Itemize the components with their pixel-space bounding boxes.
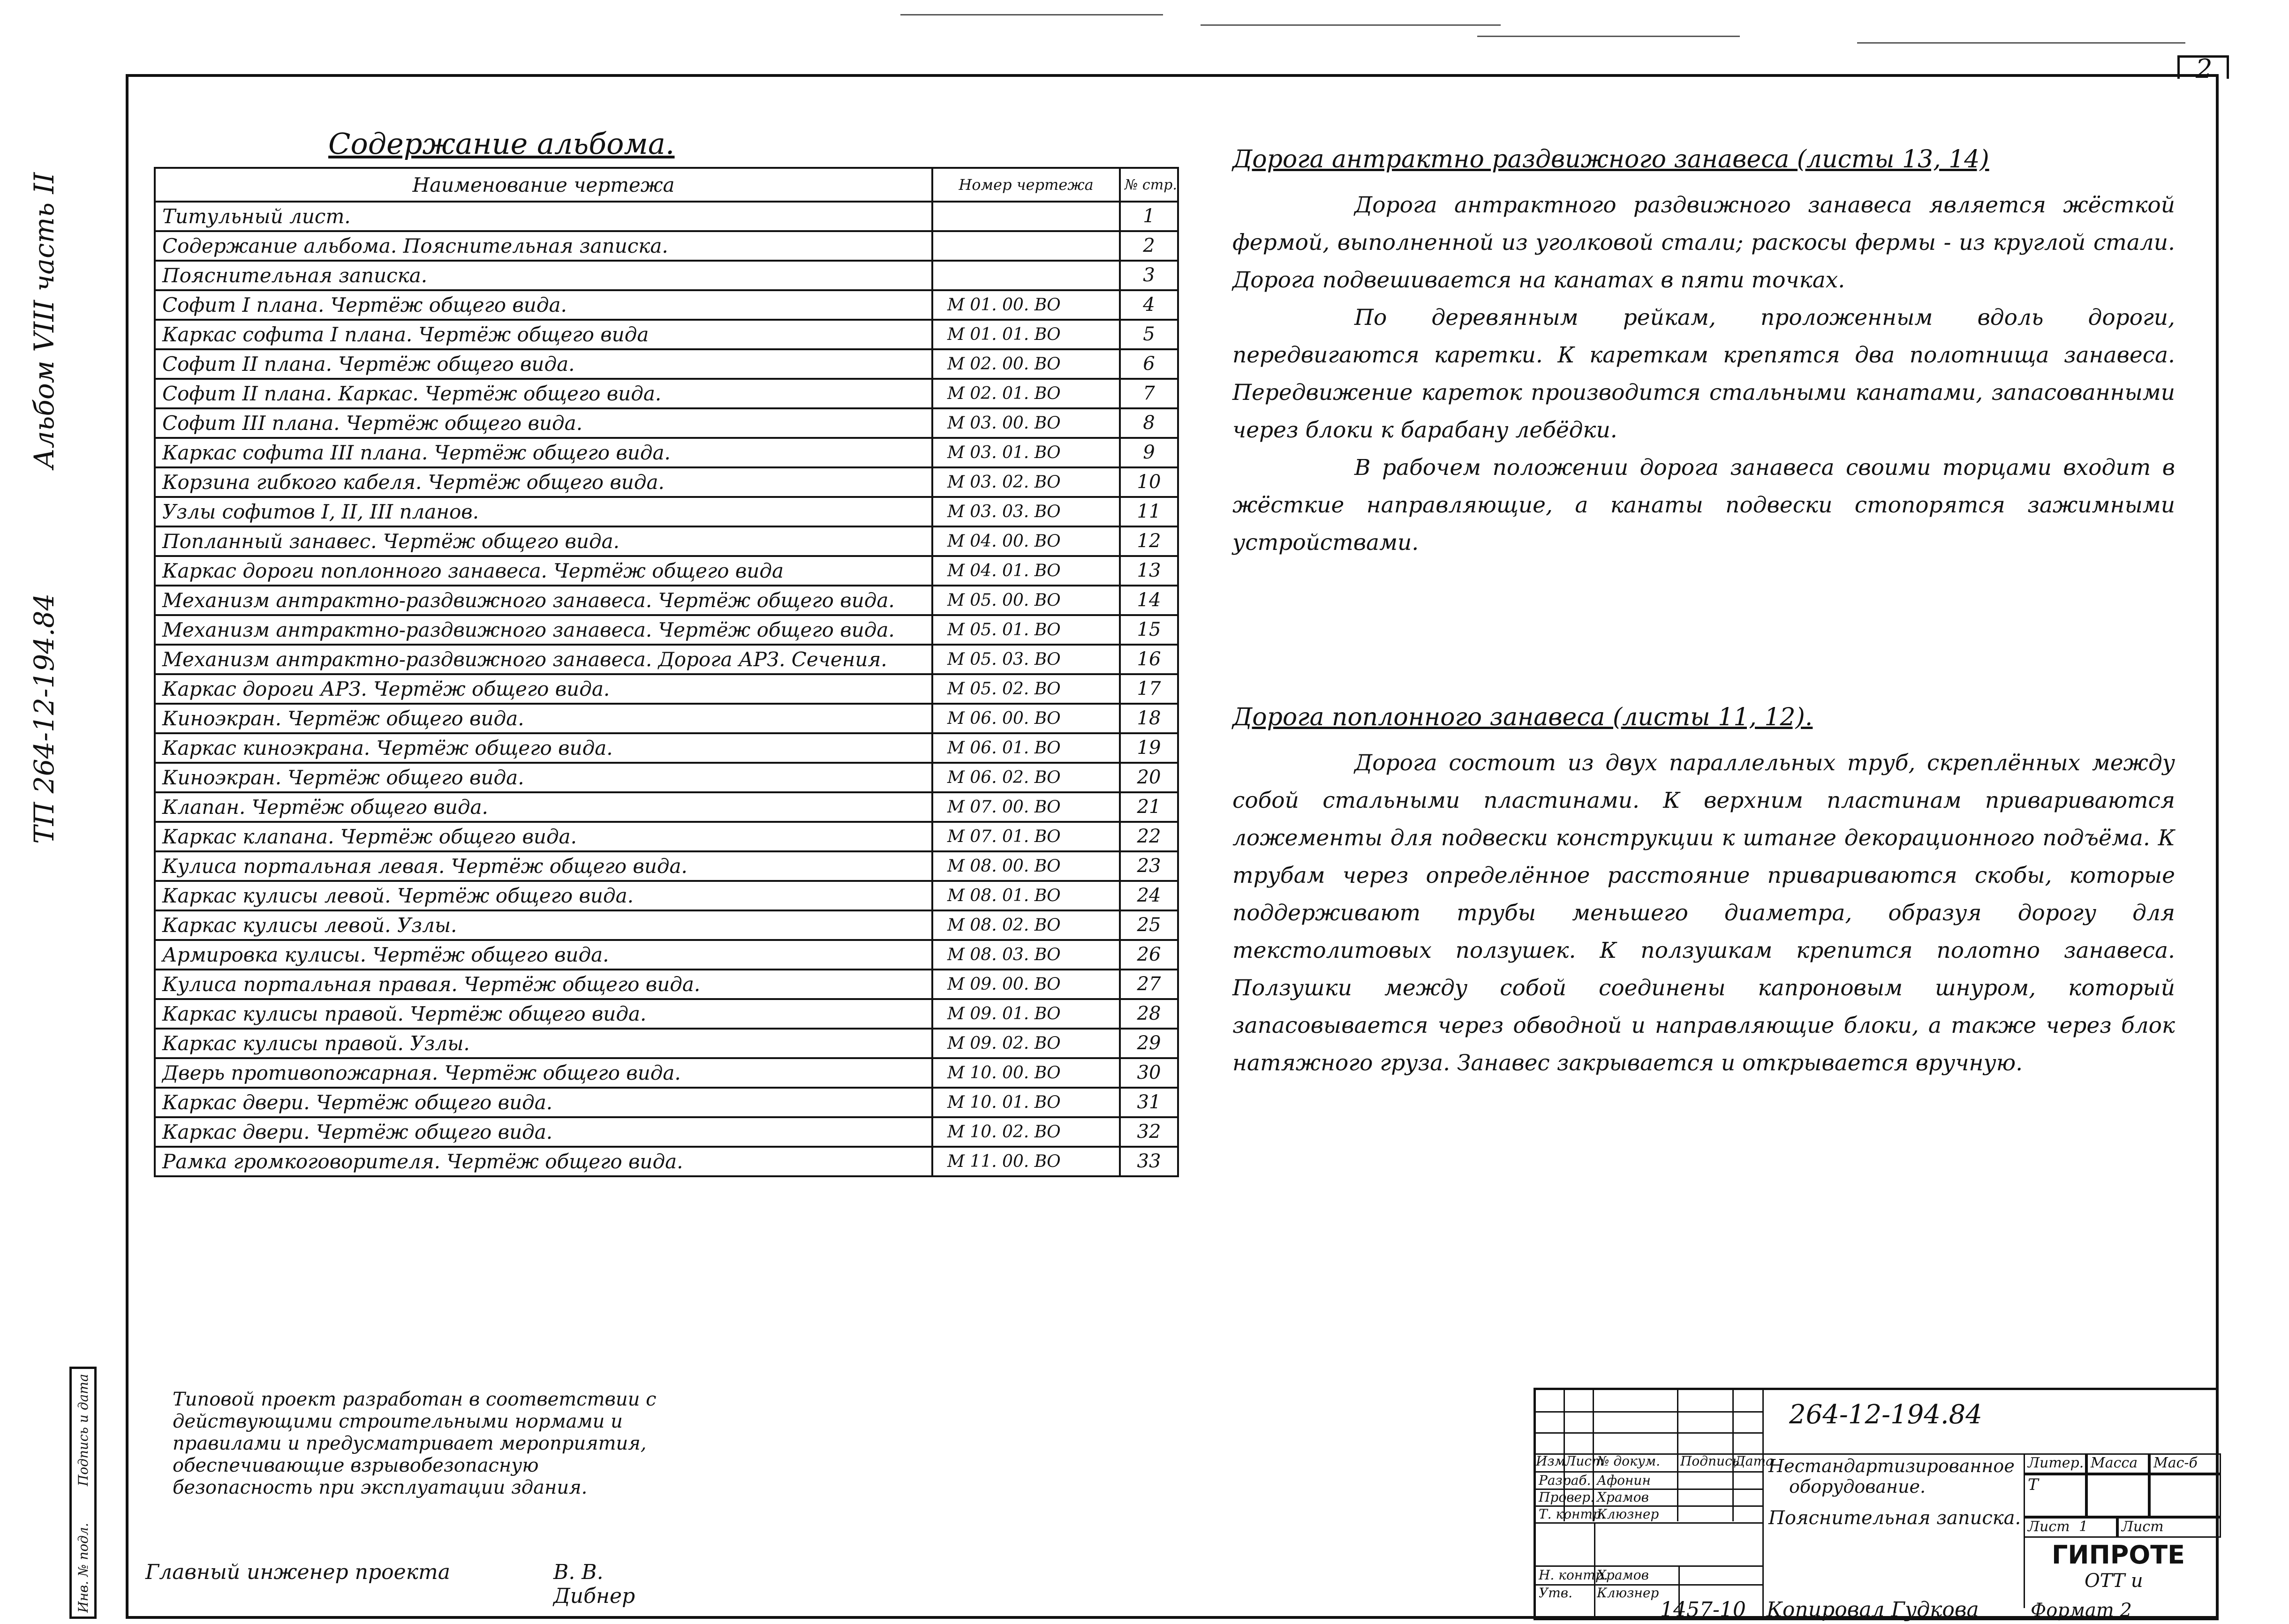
row-page: 32 bbox=[1120, 1117, 1178, 1147]
row-name: Каркас кулисы левой. Чертёж общего вида. bbox=[155, 881, 932, 910]
table-row bbox=[155, 231, 1178, 261]
row-page: 21 bbox=[1120, 792, 1178, 822]
name-dev: Афонин bbox=[1597, 1473, 1651, 1488]
row-name: Механизм антрактно-раздвижного занавеса. Чертёж общего вида. bbox=[155, 615, 932, 645]
row-page: 5 bbox=[1120, 320, 1178, 349]
row-name: Кулиса портальная правая. Чертёж общего вида. bbox=[155, 970, 932, 999]
row-code: М 10. 02. ВО bbox=[932, 1117, 1120, 1147]
row-page: 13 bbox=[1120, 556, 1178, 586]
row-code: М 08. 03. ВО bbox=[932, 940, 1120, 970]
paragraph: По деревянным рейкам, проложенным вдоль дороги, передвигаются каретки. К кареткам крепятся два полотнища занавеса. Передвижение кареток производится стальными канатами, запасованными через блоки к барабану лебёдки. bbox=[1232, 305, 2175, 443]
sheets-label: Лист bbox=[2117, 1517, 2221, 1538]
row-code: М 03. 03. ВО bbox=[932, 497, 1120, 526]
sheet-label-text: Лист bbox=[2028, 1519, 2070, 1535]
row-page: 27 bbox=[1120, 970, 1178, 999]
section-antract-curtain bbox=[1232, 141, 2175, 562]
row-page: 16 bbox=[1120, 645, 1178, 674]
row-code bbox=[932, 261, 1120, 290]
tb-header-date: Дата bbox=[1735, 1453, 1774, 1469]
copied-by bbox=[1660, 1598, 1979, 1622]
section-heading: Дорога поплонного занавеса (листы 11, 12). bbox=[1232, 703, 1813, 731]
row-code: М 09. 02. ВО bbox=[932, 1029, 1120, 1058]
row-code: М 11. 00. ВО bbox=[932, 1147, 1120, 1176]
project-code-vertical: ТП 264-12-194.84 bbox=[28, 593, 60, 844]
row-code: М 05. 02. ВО bbox=[932, 674, 1120, 704]
table-row bbox=[155, 556, 1178, 586]
name-approve: Клюзнер bbox=[1597, 1585, 1659, 1601]
tb-header-doc: № докум. bbox=[1597, 1453, 1661, 1469]
table-row bbox=[155, 645, 1178, 674]
row-code: М 05. 01. ВО bbox=[932, 615, 1120, 645]
row-name: Узлы софитов I, II, III планов. bbox=[155, 497, 932, 526]
row-code: М 06. 00. ВО bbox=[932, 704, 1120, 733]
row-name: Корзина гибкого кабеля. Чертёж общего вида. bbox=[155, 467, 932, 497]
org-dept: ОТТ и bbox=[2085, 1570, 2143, 1592]
header-name: Наименование чертежа bbox=[155, 168, 932, 202]
table-row bbox=[155, 408, 1178, 438]
scale-value bbox=[2149, 1474, 2221, 1517]
row-page: 26 bbox=[1120, 940, 1178, 970]
row-code: М 05. 00. ВО bbox=[932, 586, 1120, 615]
row-code: М 01. 01. ВО bbox=[932, 320, 1120, 349]
row-page: 23 bbox=[1120, 851, 1178, 881]
row-name: Софит I плана. Чертёж общего вида. bbox=[155, 290, 932, 320]
row-code: М 08. 01. ВО bbox=[932, 881, 1120, 910]
row-page: 28 bbox=[1120, 999, 1178, 1029]
row-code: М 04. 00. ВО bbox=[932, 526, 1120, 556]
row-name: Каркас дороги поплонного занавеса. Чертёж общего вида bbox=[155, 556, 932, 586]
row-code: М 06. 01. ВО bbox=[932, 733, 1120, 763]
paragraph: В рабочем положении дорога занавеса своими торцами входит в жёсткие направляющие, а канаты подвески стопорятся зажимными устройствами. bbox=[1232, 455, 2175, 556]
row-code bbox=[932, 202, 1120, 231]
row-page: 20 bbox=[1120, 763, 1178, 792]
grid-row bbox=[1536, 1522, 1764, 1524]
sheet-number: 2 bbox=[2196, 54, 2213, 84]
stamp-label-sign: Подпись и дата bbox=[76, 1374, 91, 1486]
row-page: 6 bbox=[1120, 349, 1178, 379]
row-name: Пояснительная записка. bbox=[155, 261, 932, 290]
table-row bbox=[155, 704, 1178, 733]
inventory-number: 1457-10 bbox=[1660, 1598, 1746, 1622]
row-name: Каркас клапана. Чертёж общего вида. bbox=[155, 822, 932, 851]
table-row bbox=[155, 438, 1178, 467]
row-page: 29 bbox=[1120, 1029, 1178, 1058]
header-code: Номер чертежа bbox=[932, 168, 1120, 202]
row-code: М 09. 00. ВО bbox=[932, 970, 1120, 999]
paragraph: Дорога антрактного раздвижного занавеса является жёсткой фермой, выполненной из уголковой стали; раскосы фермы - из круглой стали. Дорога подвешивается на канатах в пяти точках. bbox=[1232, 192, 2175, 293]
row-page: 19 bbox=[1120, 733, 1178, 763]
engineer-name: В. В. Дибнер bbox=[553, 1560, 635, 1608]
row-name: Киноэкран. Чертёж общего вида. bbox=[155, 704, 932, 733]
row-page: 24 bbox=[1120, 881, 1178, 910]
section-heading: Дорога антрактно раздвижного занавеса (листы 13, 14) bbox=[1232, 145, 1989, 173]
scan-artifact-line bbox=[1857, 42, 2185, 44]
row-name: Софит II плана. Каркас. Чертёж общего вида. bbox=[155, 379, 932, 408]
row-page: 2 bbox=[1120, 231, 1178, 261]
role-dev: Разраб. bbox=[1539, 1473, 1591, 1488]
mass-label: Масса bbox=[2086, 1453, 2149, 1474]
doc-title-line2: оборудование. bbox=[1789, 1476, 1926, 1497]
row-page: 10 bbox=[1120, 467, 1178, 497]
row-name: Армировка кулисы. Чертёж общего вида. bbox=[155, 940, 932, 970]
row-page: 11 bbox=[1120, 497, 1178, 526]
table-row bbox=[155, 467, 1178, 497]
grid-row bbox=[1536, 1411, 1764, 1413]
row-name: Каркас кулисы правой. Узлы. bbox=[155, 1029, 932, 1058]
row-page: 33 bbox=[1120, 1147, 1178, 1176]
engineer-title: Главный инженер проекта bbox=[145, 1560, 450, 1584]
table-row bbox=[155, 792, 1178, 822]
row-code: М 09. 01. ВО bbox=[932, 999, 1120, 1029]
name-check: Храмов bbox=[1597, 1489, 1649, 1505]
row-name: Попланный занавес. Чертёж общего вида. bbox=[155, 526, 932, 556]
section-plan-curtain bbox=[1232, 699, 2175, 1082]
row-name: Софит III плана. Чертёж общего вида. bbox=[155, 408, 932, 438]
row-page: 4 bbox=[1120, 290, 1178, 320]
row-code: М 07. 01. ВО bbox=[932, 822, 1120, 851]
table-row bbox=[155, 290, 1178, 320]
doc-code: 264-12-194.84 bbox=[1789, 1399, 1982, 1430]
tb-header-izm: Изм bbox=[1536, 1453, 1565, 1469]
row-code: М 04. 01. ВО bbox=[932, 556, 1120, 586]
role-ncontrol: Н. контр. bbox=[1539, 1567, 1608, 1583]
row-name: Кулиса портальная левая. Чертёж общего вида. bbox=[155, 851, 932, 881]
row-name: Каркас двери. Чертёж общего вида. bbox=[155, 1088, 932, 1117]
row-name: Каркас киноэкрана. Чертёж общего вида. bbox=[155, 733, 932, 763]
row-name: Рамка громкоговорителя. Чертёж общего вида. bbox=[155, 1147, 932, 1176]
scan-artifact-line bbox=[1477, 36, 1740, 37]
table-row bbox=[155, 733, 1178, 763]
row-name: Каркас двери. Чертёж общего вида. bbox=[155, 1117, 932, 1147]
row-code: М 03. 00. ВО bbox=[932, 408, 1120, 438]
album-label-vertical: Альбом VIII часть II bbox=[28, 172, 60, 469]
contents-header-row bbox=[155, 168, 1178, 202]
table-row bbox=[155, 763, 1178, 792]
row-code: М 03. 02. ВО bbox=[932, 467, 1120, 497]
sheet-number-box bbox=[2177, 54, 2229, 84]
role-check: Провер. bbox=[1539, 1489, 1594, 1505]
sheet-format: Формат 2 bbox=[2031, 1600, 2132, 1621]
row-page: 22 bbox=[1120, 822, 1178, 851]
row-code: М 10. 01. ВО bbox=[932, 1088, 1120, 1117]
name-tcontrol: Клюзнер bbox=[1597, 1506, 1659, 1522]
table-row bbox=[155, 1029, 1178, 1058]
approval-stamp-column bbox=[69, 1367, 97, 1619]
row-page: 30 bbox=[1120, 1058, 1178, 1088]
table-row bbox=[155, 674, 1178, 704]
row-page: 18 bbox=[1120, 704, 1178, 733]
mass-value bbox=[2086, 1474, 2149, 1517]
row-name: Каркас кулисы левой. Узлы. bbox=[155, 910, 932, 940]
row-page: 31 bbox=[1120, 1088, 1178, 1117]
row-code: М 02. 00. ВО bbox=[932, 349, 1120, 379]
table-row bbox=[155, 1147, 1178, 1176]
grid-row bbox=[1536, 1565, 1764, 1567]
tb-header-sign: Подпись bbox=[1680, 1453, 1740, 1469]
tb-header-list: Лист bbox=[1565, 1453, 1604, 1469]
row-name: Каркас софита III плана. Чертёж общего вида. bbox=[155, 438, 932, 467]
scale-label: Мас-б bbox=[2149, 1453, 2221, 1474]
row-name: Софит II плана. Чертёж общего вида. bbox=[155, 349, 932, 379]
scan-artifact-line bbox=[1201, 24, 1501, 26]
table-row bbox=[155, 586, 1178, 615]
table-row bbox=[155, 851, 1178, 881]
row-name: Каркас дороги АРЗ. Чертёж общего вида. bbox=[155, 674, 932, 704]
row-page: 12 bbox=[1120, 526, 1178, 556]
row-code: М 08. 00. ВО bbox=[932, 851, 1120, 881]
copied-by-text: Копировал Гудкова bbox=[1766, 1598, 1979, 1622]
doc-title-line1: Нестандартизированное bbox=[1768, 1456, 2015, 1476]
row-page: 9 bbox=[1120, 438, 1178, 467]
header-page: № стр. bbox=[1120, 168, 1178, 202]
stamp-label-inv: Инв. № подл. bbox=[76, 1523, 91, 1613]
row-name: Каркас софита I плана. Чертёж общего вида bbox=[155, 320, 932, 349]
row-code: М 01. 00. ВО bbox=[932, 290, 1120, 320]
table-row bbox=[155, 940, 1178, 970]
row-page: 1 bbox=[1120, 202, 1178, 231]
row-code: М 10. 00. ВО bbox=[932, 1058, 1120, 1088]
row-page: 17 bbox=[1120, 674, 1178, 704]
row-page: 15 bbox=[1120, 615, 1178, 645]
stage-value: Т bbox=[2024, 1474, 2086, 1517]
row-code: М 03. 01. ВО bbox=[932, 438, 1120, 467]
row-code: М 08. 02. ВО bbox=[932, 910, 1120, 940]
note-text: Типовой проект разработан в соответствии с действующими строительными нормами и правилами и предусматривает мероприятия, обеспечивающие взрывобезопасную безопасность при эксплуатации здания. bbox=[173, 1389, 657, 1498]
row-name: Механизм антрактно-раздвижного занавеса. Чертёж общего вида. bbox=[155, 586, 932, 615]
role-tcontrol: Т. контр. bbox=[1539, 1506, 1605, 1522]
table-row bbox=[155, 1058, 1178, 1088]
table-row bbox=[155, 261, 1178, 290]
table-row bbox=[155, 379, 1178, 408]
row-name: Содержание альбома. Пояснительная записка. bbox=[155, 231, 932, 261]
table-row bbox=[155, 970, 1178, 999]
grid-col bbox=[1594, 1522, 1595, 1620]
row-page: 3 bbox=[1120, 261, 1178, 290]
row-page: 7 bbox=[1120, 379, 1178, 408]
stage-label: Литер. bbox=[2024, 1453, 2086, 1474]
row-code: М 02. 01. ВО bbox=[932, 379, 1120, 408]
org-name: ГИПРОТЕ bbox=[2052, 1540, 2185, 1570]
paragraph: Дорога состоит из двух параллельных труб, скреплённых между собой стальными пластинами. К верхним пластинам привариваются ложементы для подвески конструкции к штанге декорационного подъёма. К трубам через определённое расстояние привариваются скобы, которые поддерживают трубы меньшего диаметра, образуя дорогу для текстолитовых ползушек. К ползушкам крепится полотно занавеса. Ползушки между собой соединены капроновым шнуром, который запасовывается через обводной и направляющие блоки, а также через блок натяжного груза. Занавес закрывается и открывается вручную. bbox=[1232, 750, 2175, 1076]
contents-table bbox=[154, 167, 1179, 1177]
table-row bbox=[155, 881, 1178, 910]
table-row bbox=[155, 999, 1178, 1029]
table-row bbox=[155, 1117, 1178, 1147]
row-name: Дверь противопожарная. Чертёж общего вида. bbox=[155, 1058, 932, 1088]
table-row bbox=[155, 526, 1178, 556]
compliance-note bbox=[126, 1389, 679, 1499]
scan-artifact-line bbox=[900, 14, 1163, 15]
sheet-value: 1 bbox=[2079, 1519, 2088, 1535]
grid-row bbox=[1536, 1432, 1764, 1434]
contents-body bbox=[155, 202, 1178, 1176]
row-code: М 07. 00. ВО bbox=[932, 792, 1120, 822]
sheet-label bbox=[2024, 1517, 2117, 1538]
table-row bbox=[155, 497, 1178, 526]
role-approve: Утв. bbox=[1539, 1585, 1572, 1601]
table-row bbox=[155, 320, 1178, 349]
name-ncontrol: Храмов bbox=[1597, 1567, 1649, 1583]
row-name: Киноэкран. Чертёж общего вида. bbox=[155, 763, 932, 792]
table-row bbox=[155, 1088, 1178, 1117]
row-page: 8 bbox=[1120, 408, 1178, 438]
table-row bbox=[155, 615, 1178, 645]
row-name: Механизм антрактно-раздвижного занавеса. Дорога АРЗ. Сечения. bbox=[155, 645, 932, 674]
table-row bbox=[155, 822, 1178, 851]
contents-title: Содержание альбома. bbox=[328, 127, 675, 161]
row-page: 25 bbox=[1120, 910, 1178, 940]
doc-subtitle: Пояснительная записка. bbox=[1768, 1507, 2021, 1529]
row-name: Каркас кулисы правой. Чертёж общего вида. bbox=[155, 999, 932, 1029]
row-code: М 06. 02. ВО bbox=[932, 763, 1120, 792]
row-code: М 05. 03. ВО bbox=[932, 645, 1120, 674]
table-row bbox=[155, 349, 1178, 379]
title-block bbox=[1534, 1388, 2219, 1620]
table-row bbox=[155, 910, 1178, 940]
table-row bbox=[155, 202, 1178, 231]
row-name: Титульный лист. bbox=[155, 202, 932, 231]
row-code bbox=[932, 231, 1120, 261]
row-name: Клапан. Чертёж общего вида. bbox=[155, 792, 932, 822]
row-page: 14 bbox=[1120, 586, 1178, 615]
